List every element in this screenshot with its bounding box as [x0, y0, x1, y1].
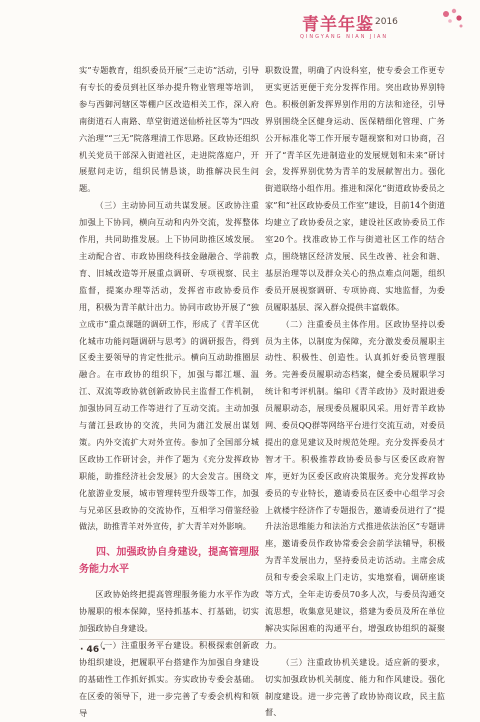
paragraph: （一）注重服务平台建设。积极探索创新政协组织建设，把履职平台搭建作为加强自身建设的基础性工作抓好抓实。夯实政协专委会基础。在区委的领导下，进一步完善了专委会机构和领导 [79, 640, 259, 718]
paragraph: 区政协始终把提高管理服务能力水平作为政协履职的根本保障，坚持抓基本、打基础，切实加强政协自身建设。 [79, 589, 259, 634]
page-number: · 46 · [80, 645, 106, 655]
right-column [265, 62, 445, 721]
footer-divider [79, 639, 445, 640]
paragraph: （三）主动协同互动共谋发展。区政协注重加强上下协同，横向互动和内外交流，发挥整体作用，共同助推发展。上下协同助推区域发展。主动配合省、市政协围绕科技金融融合、学前教育、旧城改造等开展重点调研、专项视察、民主监督，提案办理等活动，发挥省市政协委员作用，积极为青羊献计出力。协同市政协开展了“独立成市”重点课题的调研工作，形成了《青羊区优化城市功能问题调研与思考》的调研报告，得到区委主要领导的肯定性批示。横向互动助推圈层融合。在市政协的组织下，加强与都江堰、温江、双流等政协就创新政协民主监督工作机制，加强协同互动工作等进行了互动交流。主动加强与蒲江县政协的交流，共同为蒲江发展出谋划策。内外交流扩大对外宣传。参加了全国部分城区政协工作研讨会，并作了题为《充分发挥政协职能，助推经济社会发展》的大会发言。围绕文化旅游业发展，城市管理转型升级等工作，加强与兄弟区县政协的交流协作，互相学习借鉴经验做法，助推青羊对外宣传，扩大青羊对外影响。 [79, 200, 259, 532]
paragraph: （二）注重委员主体作用。区政协坚持以委员为主体，以制度为保障，充分激发委员履职主动性、积极性、创造性。认真抓好委员管理服务。完善委员履职动态档案，健全委员履职学习统计和考评机制。编印《青羊政协》及时跟进委员履职动态，展现委员履职风采。用好青羊政协网、委员QQ群等网络平台进行交流互动，对委员提出的意见建议及时规范处理。充分发挥委员才智才干。积极推荐政协委员参与区委区政府智库，更好为区委区政府决策服务。充分发挥政协委员的专业特长，邀请委员在区委中心组学习会上就楼宇经济作了专题报告，邀请委员进行了“提升法治思维能力和法治方式推进依法治区”专题讲座，邀请委员作政协常委会会前学法辅导，积极为青羊发展出力，坚持委员走访活动。主席会成员和专委会采取上门走访，实地察看，调研座谈等方式，全年走访委员70多人次，与委员沟通交流思想，收集意见建议，搭建为委员及所在单位解决实际困难的沟通平台，增强政协组织的凝聚力。 [265, 318, 445, 650]
section-heading: 四、加强政协自身建设，提高管理服务能力水平 [79, 547, 259, 576]
yearbook-year: 2016 [375, 17, 398, 27]
left-column [79, 62, 259, 722]
paragraph: 实”专题教育，组织委员开展“三走访”活动，引导有专长的委员到社区举办提升物业管理等培训，参与西御河辖区等棚户区改造相关工作，深入府南街道石人南路、草堂街道送仙桥社区等为“四改六治理”“三无”院落理清工作思路。区政协还组织机关党员干部深入街道社区，走进院落庭户，开展慰问走访，组织民情恳谈，助推解决民生问题。 [79, 65, 259, 194]
paragraph: 职数设置，明确了内设科室，使专委会工作更专更实更活更便于充分发挥作用。突出政协界别特色。积极创新发挥界别作用的方法和途径，引导界别围绕全区健身运动、医保精细化管理、广务公开标准化等工作开展专题视察和对口协商，召开了“青羊区先进制造业的发展规划和未来”研讨会，发挥界别优势为青羊的发展献智出力。强化街道联络小组作用。推进和深化“街道政协委员之家”和“社区政协委员工作室”建设，目前14个街道均建立了政协委员之家，建设社区政协委员工作室20个。找准政协工作与街道社区工作的结合点，围绕辖区经济发展、民生改善、社会和谐、基层治理等以及群众关心的热点难点问题，组织委员开展视察调研、专项协商、实地监督，为委员履职基层、深入群众提供丰富载体。 [265, 65, 445, 312]
logo-decoration-icon [440, 6, 466, 32]
paragraph: （三）注重政协机关建设。适应新的要求，切实加强政协机关制度、能力和作风建设。强化制度建设。进一步完善了政协协商议政，民主监督、 [265, 656, 445, 718]
masthead [0, 0, 480, 58]
yearbook-pinyin: QINGYANG NIAN JIAN [300, 34, 389, 40]
yearbook-logo: 青羊年鉴 [302, 15, 374, 35]
